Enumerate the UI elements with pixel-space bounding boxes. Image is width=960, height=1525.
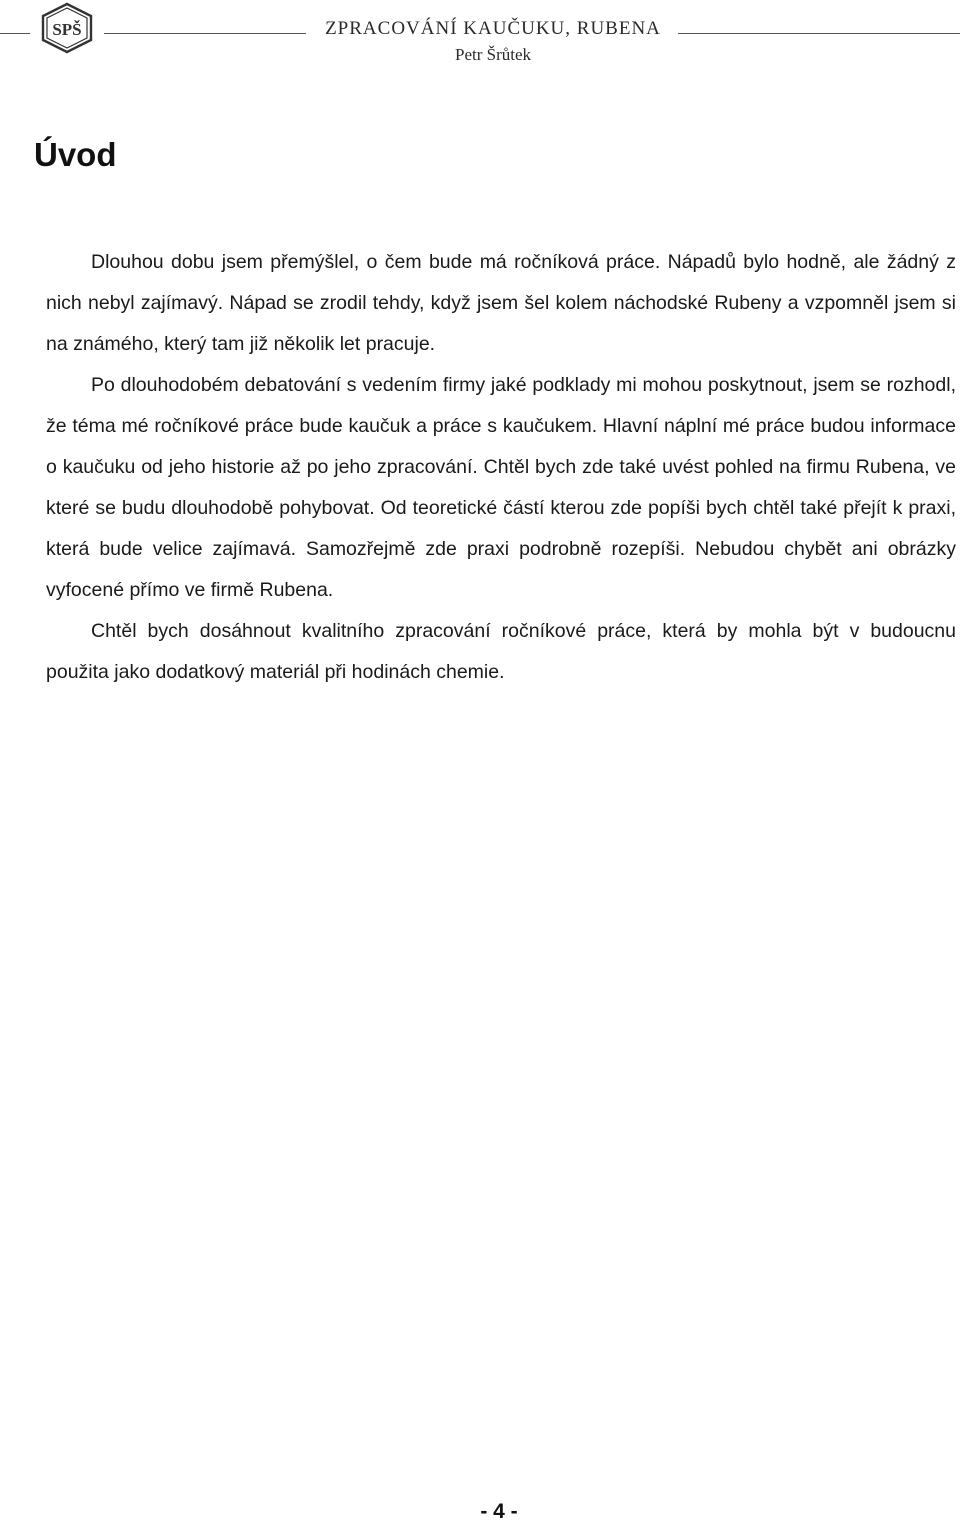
body-text — [46, 242, 956, 693]
section-heading: Úvod — [34, 136, 117, 173]
school-emblem-icon — [36, 2, 98, 54]
running-title: ZPRACOVÁNÍ KAUČUKU, RUBENA — [325, 18, 661, 39]
paragraph: Dlouhou dobu jsem přemýšlel, o čem bude má ročníková práce. Nápadů bylo hodně, ale žádný z nich nebyl zajímavý. Nápad se zrodil tehdy, když jsem šel kolem náchodské Rubeny a vzpomněl jsem si na známého, který tam již několik let pracuje. — [46, 251, 956, 355]
logo-text: SPŠ — [52, 20, 82, 39]
header-rule-right — [678, 33, 960, 34]
page-number: - 4 - — [480, 1500, 518, 1523]
page-header — [0, 0, 960, 70]
running-author: Petr Šrůtek — [454, 45, 532, 64]
header-rule-middle — [104, 33, 306, 34]
header-rule-left — [0, 33, 30, 34]
paragraph: Po dlouhodobém debatování s vedením firmy jaké podklady mi mohou poskytnout, jsem se rozhodl, že téma mé ročníkové práce bude kaučuk a práce s kaučukem. Hlavní náplní mé práce budou informace o kaučuku od jeho historie až po jeho zpracování. Chtěl bych zde také uvést pohled na firmu Rubena, ve které se budu dlouhodobě pohybovat. Od teoretické částí kterou zde popíši bych chtěl také přejít k praxi, která bude velice zajímavá. Samozřejmě zde praxi podrobně rozepíši. Nebudou chybět ani obrázky vyfocené přímo ve firmě Rubena. — [46, 374, 956, 601]
paragraph: Chtěl bych dosáhnout kvalitního zpracování ročníkové práce, která by mohla být v budoucnu použita jako dodatkový materiál při hodinách chemie. — [46, 620, 956, 683]
